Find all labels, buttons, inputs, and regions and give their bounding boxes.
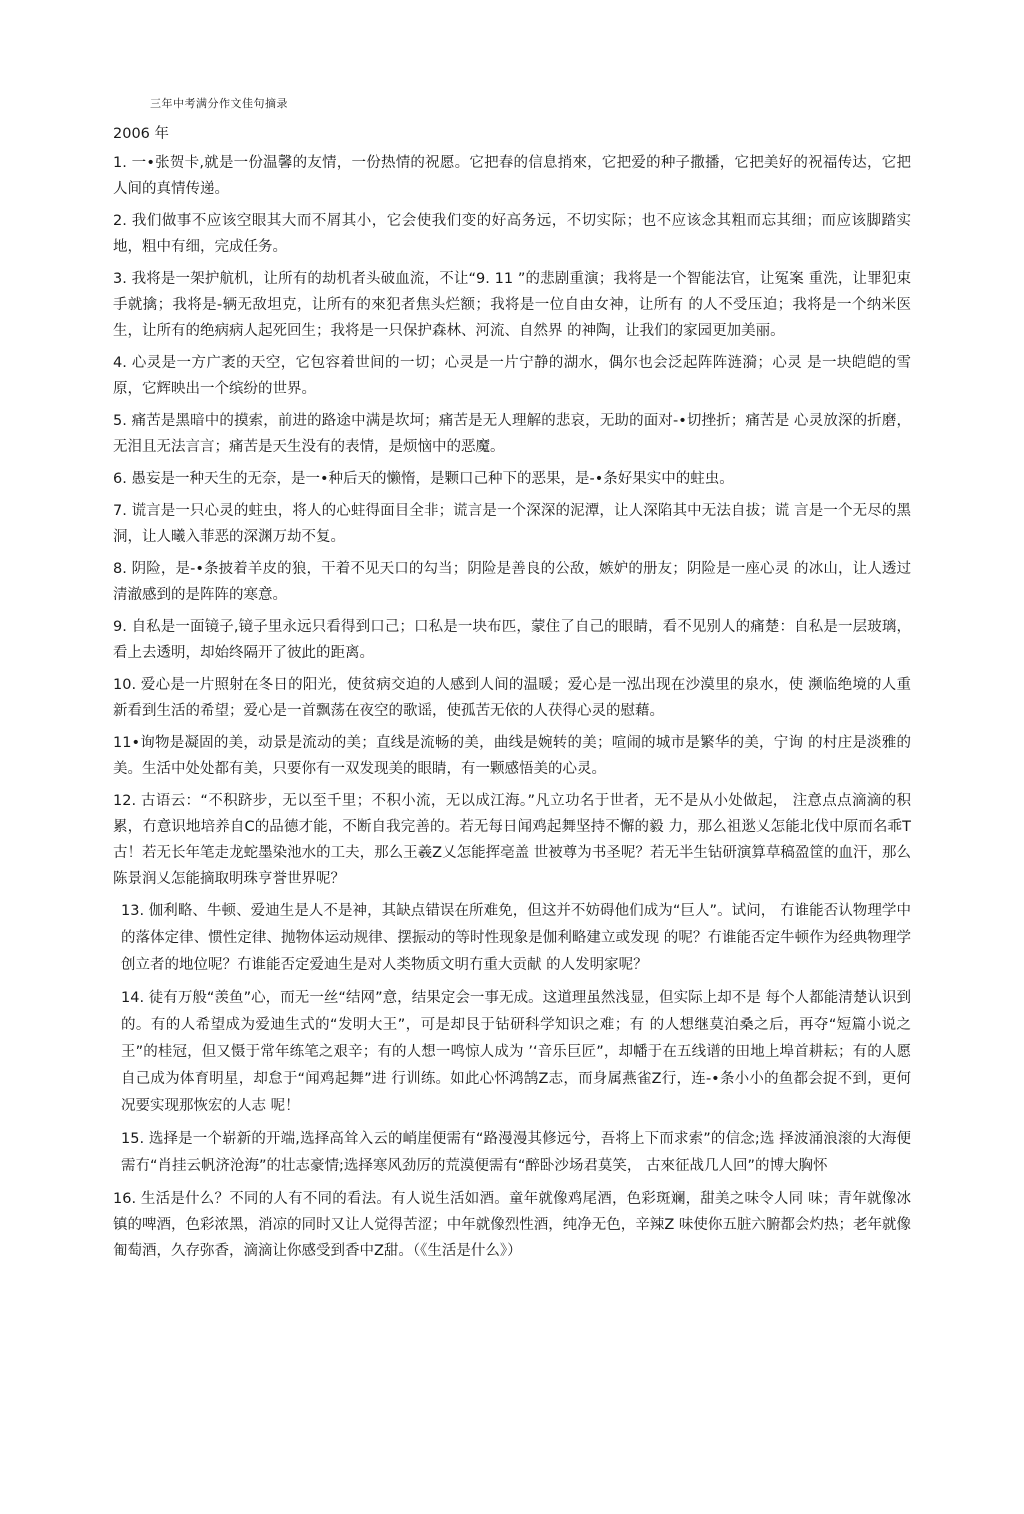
- excerpt-paragraph-6: 6. 愚妄是一种天生的无奈，是一•种后天的懒惰，是颗口己种下的恶果，是-•条好果实中的蛀虫。: [113, 471, 734, 487]
- excerpt-paragraph-12: 12. 古语云：“不积跻步，无以至千里；不积小流，无以成江海。”凡立功名于世者，无不是从小处做起， 注意点点滴滴的积累，冇意识地培养自C的品德才能，不断自我完善的。若无每日闻鸡起舞坚持不懈的毅 力，那么祖逖乂怎能北伐中原而名乖T古！若无长年笔走龙蛇墨染池水的工夫，那么王羲Z乂怎能挥亳盖 世被尊为书圣呢？若无半生钻研演算草稿盈筐的血汗，那么陈景润乂怎能摘取明珠亨誉世界呢？: [113, 793, 911, 887]
- excerpt-paragraph-15: 15. 选择是一个崭新的开端,选择高耸入云的峭崖便需有“路漫漫其修远兮，吾将上下而求索”的信念;选 择波涌浪滚的大海便需冇“肖挂云帆济沧海”的壮志豪情;选择寒风劲厉的荒漠便需有“醉卧沙场君莫笑， 古來征战几人回”的博大胸怀: [121, 1131, 911, 1174]
- excerpt-paragraph-14: 14. 徒有万般“羡鱼”心，而无一丝“结网”意，结果定会一事无成。这道理虽然浅显，但实际上却不是 每个人都能清楚认识到的。有的人希望成为爱迪生式的“发明大王”，可是却艮于钻研科学知识之难；有 的人想继莫泊桑之后，再夺“短篇小说之王”的桂冠，但又慑于常年练笔之艰辛；有的人想一鸣惊人成为 ’‘音乐巨匠”，却幡于在五线谱的田地上埠首耕耘；有的人愿自己成为体育明星，却怠于“闻鸡起舞”进 行训练。如此心怀鸿鹄Z志，而身属燕雀Z行，连-•条小小的鱼都会捉不到，更何况要实现那恢宏的人志 呢！: [121, 990, 911, 1114]
- excerpt-paragraph-11: 11•询物是凝固的美，动景是流动的美；直线是流畅的美，曲线是婉转的美；喧闹的城市是繁华的美，宁询 的村庄是淡雅的美。生活中处处都有美，只要你有一双发现美的眼睛，有一颗感悟美的心灵。: [113, 735, 911, 777]
- excerpt-paragraph-8: 8. 阴险，是-•条披着羊皮的狼，干着不见天口的勾当；阴险是善良的公敌，嫉妒的册友；阴险是一座心灵 的冰山，让人透过清澈感到的是阵阵的寒意。: [113, 561, 911, 603]
- excerpt-paragraph-1: 1. 一•张贺卡,就是一份温馨的友情，一份热情的祝愿。它把春的信息捎來，它把爱的种子撒播，它把美好的祝福传达，它把人间的真情传递。: [113, 155, 911, 197]
- excerpt-paragraph-4: 4. 心灵是一方广袤的天空，它包容着世间的一切；心灵是一片宁静的湖水，偶尔也会泛起阵阵涟漪；心灵 是一块皑皑的雪原，它辉映出一个缤纷的世界。: [113, 355, 911, 397]
- document-title: 三年中考满分作文佳句摘录: [150, 97, 288, 110]
- excerpt-paragraph-3: 3. 我将是一架护航机，让所有的劫机者头破血流，不让“9. 11 ”的悲剧重演；我将是一个智能法官，让冤案 重洗，让罪犯束手就擒；我将是-辆无敌坦克，让所有的來犯者焦头烂额；我将是一位自由女神，让所有 的人不受压迫；我将是一个纳米医生，让所有的绝病病人起死回生；我将是一只保护森林、河流、自然界 的神陶，让我们的家园更加美丽。: [113, 271, 911, 339]
- excerpt-paragraph-9: 9. 自私是一面镜子,镜子里永远只看得到口己；口私是一块布匹，蒙住了自己的眼睛，看不见别人的痛楚：自私是一层玻璃，看上去透明，却始终隔开了彼此的距离。: [113, 619, 911, 661]
- excerpt-paragraph-16: 16. 生活是什么？不同的人有不同的看法。有人说生活如酒。童年就像鸡尾酒，色彩斑斓，甜美之味令人同 味；青年就像冰镇的啤酒，色彩浓黑，消凉的同时又让人觉得苦涩；中年就像烈性酒，纯净无色，辛辣Z 味使你五脏六腑都会灼热；老年就像匍萄酒，久存弥香，滴滴让你感受到香中Z甜。（《生活是什么》）: [113, 1191, 911, 1259]
- year-heading: 2006 年: [113, 126, 170, 142]
- excerpt-list: [113, 150, 911, 1270]
- excerpt-paragraph-2: 2. 我们做事不应该空眼其大而不屑其小，它会使我们变的好高务远，不切实际；也不应该念其粗而忘其细；而应该脚踏实地，粗中有细，完成任务。: [113, 213, 911, 255]
- excerpt-paragraph-13: 13. 伽利略、牛顿、爱迪生是人不是神，其缺点错误在所难免，但这并不妨碍他们成为“巨人”。试问， 冇谁能否认物理学中的落体定律、惯性定律、抛物体运动规律、摆振动的等时性现象是伽利略建立或发现 的呢？冇谁能否定牛顿作为经典物理学创立者的地位呢？冇谁能否定爱迪生是对人类物质文明冇重大贡献 的人发明家呢？: [121, 903, 911, 973]
- excerpt-paragraph-10: 10. 爱心是一片照射在冬日的阳光，使贫病交迫的人感到人间的温暖；爱心是一泓出现在沙漠里的泉水，使 濒临绝境的人重新看到生活的希望；爱心是一首飘荡在夜空的歌谣，使孤苦无依的人茯得心灵的慰藉。: [113, 677, 911, 719]
- excerpt-paragraph-7: 7. 谎言是一只心灵的蛀虫，将人的心蛀得面目全非；谎言是一个深深的泥潭，让人深陷其中无法自拔；谎 言是一个无尽的黑洞，让人曦入菲恶的深渊万劫不复。: [113, 503, 911, 545]
- excerpt-paragraph-5: 5. 痛苦是黑暗中的摸索，前进的路途中满是坎坷；痛苦是无人理解的悲哀，无助的面对-•切挫折；痛苦是 心灵放深的折磨，无泪且无法言言；痛苦是天生没有的表情，是烦恼中的恶魔。: [113, 413, 911, 455]
